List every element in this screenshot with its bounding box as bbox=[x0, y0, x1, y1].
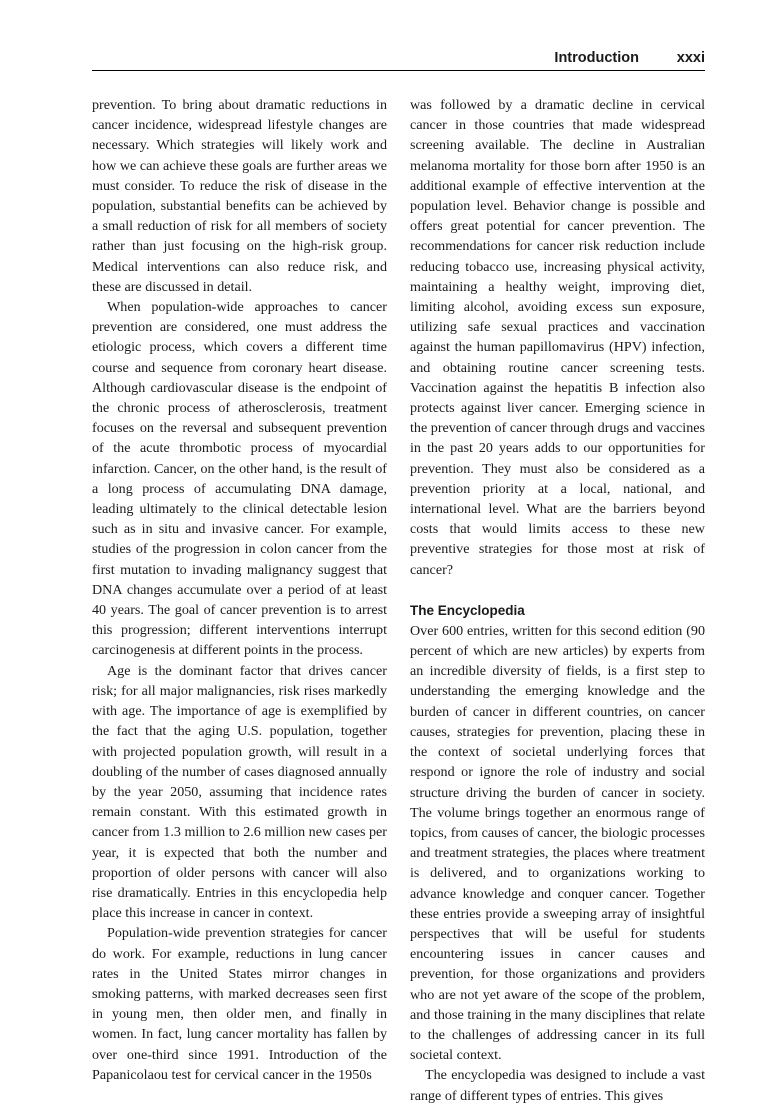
right-column bbox=[410, 95, 705, 1106]
body-paragraph: The encyclopedia was designed to include a vast range of different types of entries. This gives bbox=[410, 1067, 705, 1104]
running-head bbox=[92, 50, 705, 70]
section-heading: The Encyclopedia bbox=[410, 602, 525, 618]
header-rule bbox=[92, 70, 705, 71]
running-head-section-title: Introduction bbox=[554, 50, 639, 66]
body-paragraph: Population-wide prevention strategies for cancer do work. For example, reductions in lung cancer rates in the United States mirror changes in smoking patterns, with marked decreases seen first in young men, then older men, and finally in women. In fact, lung cancer mortality has fallen by over one-third since 1991. Introduction of the Papanicolaou test for cervical cancer in the 1950s bbox=[92, 925, 387, 1083]
body-paragraph: Over 600 entries, written for this second edition (90 percent of which are new articles) by experts from an incredible diversity of fields, is a first step to understanding the emerging knowledge and the burden of cancer in different countries, on cancer causes, strategies for prevention, placing these in the context of societal underlying forces that respond or ignore the role of industry and social structure driving the burden of cancer in society. The volume brings together an enormous range of topics, from causes of cancer, the biologic processes and treatment strategies, the places where treatment is delivered, and to organizations working to advance knowledge and conquer cancer. Together these entries provide a sweeping array of insightful perspectives that will be useful for students encountering issues in cancer causes and prevention, for those organizations and providers who are not yet aware of the scope of the problem, and those training in the many disciplines that relate to the challenges of addressing cancer in its full societal context. bbox=[410, 622, 705, 1064]
left-column bbox=[92, 95, 387, 1085]
body-paragraph: was followed by a dramatic decline in cervical cancer in those countries that made widespread screening available. The decline in Australian melanoma mortality for those born after 1950 is an additional example of effective intervention at the population level. Behavior change is possible and offers great potential for cancer prevention. The recommendations for cancer risk reduction include reducing tobacco use, increasing physical activity, maintaining a healthy weight, improving diet, limiting alcohol, avoiding excess sun exposure, utilizing safe sexual practices and vaccination against the human papillomavirus (HPV) infection, and obtaining routine cancer screening tests. Vaccination against the hepatitis B infection also protects against liver cancer. Emerging science in the prevention of cancer through drugs and vaccines in the past 20 years adds to our opportunities for prevention. They must also be considered as a prevention priority at a local, national, and international level. What are the barriers beyond costs that would limits access to these new preventive strategies for those most at risk of cancer? bbox=[410, 97, 705, 578]
body-paragraph: prevention. To bring about dramatic reductions in cancer incidence, widespread lifestyle changes are necessary. Which strategies will likely work and how we can achieve these goals are further areas we must consider. To reduce the risk of disease in the population, substantial benefits can be achieved by a small reduction of risk for all members of society rather than just focusing on the high-risk group. Medical interventions can also reduce risk, and these are discussed in detail. bbox=[92, 97, 387, 295]
body-paragraph: Age is the dominant factor that drives cancer risk; for all major malignancies, risk rises markedly with age. The importance of age is exemplified by the fact that the aging U.S. population, together with projected population growth, will result in a doubling of the number of cases diagnosed annually by the year 2050, assuming that incidence rates remain constant. With this estimated growth in cancer from 1.3 million to 2.6 million new cases per year, it is expected that both the number and proportion of older persons with cancer will also rise dramatically. Entries in this encyclopedia help place this increase in cancer in context. bbox=[92, 662, 387, 922]
page-number: xxxi bbox=[676, 50, 705, 66]
body-paragraph: When population-wide approaches to cancer prevention are considered, one must address the etiologic process, which covers a different time course and sequence from coronary heart disease. Although cardiovascular disease is the endpoint of the chronic process of atherosclerosis, treatment focuses on the reversal and subsequent prevention of the acute thrombotic process of myocardial infarction. Cancer, on the other hand, is the result of a long process of accumulating DNA damage, leading ultimately to the clinical detectable lesion such as in situ and invasive cancer. For example, studies of the progression in colon cancer from the first mutation to invading malignancy suggest that DNA changes accumulate over a period of at least 40 years. The goal of cancer prevention is to arrest this progression; different interventions interrupt carcinogenesis at different points in the process. bbox=[92, 299, 387, 659]
